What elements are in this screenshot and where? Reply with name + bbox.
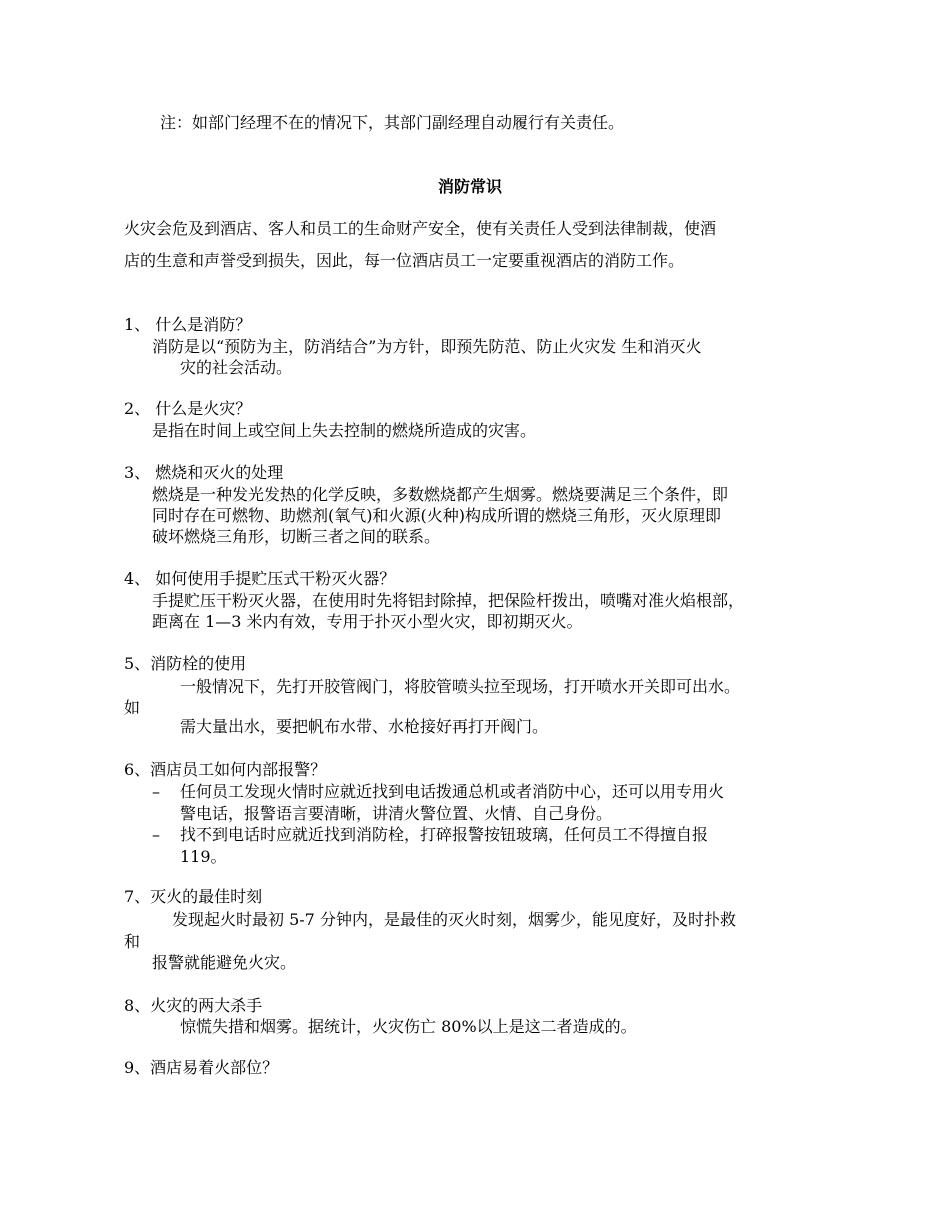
section-8-line-1: 惊慌失措和烟雾。据统计，火灾伤亡 80%以上是这二者造成的。 <box>180 1017 637 1036</box>
section-1-heading: 1、 什么是消防？ <box>124 315 252 334</box>
section-5-line-2: 如 <box>124 698 141 717</box>
section-4-line-1: 手提贮压干粉灭火器，在使用时先将铝封除掉，把保险杆拨出，喷嘴对准火焰根部， <box>152 591 745 610</box>
section-6-line-1: 任何员工发现火情时应就近找到电话拨通总机或者消防中心，还可以用专用火 <box>180 782 725 801</box>
note-line: 注：如部门经理不在的情况下，其部门副经理自动履行有关责任。 <box>160 113 625 132</box>
section-3-line-3: 破坏燃烧三角形，切断三者之间的联系。 <box>152 527 441 546</box>
section-1-line-2: 灾的社会活动。 <box>180 358 293 377</box>
section-5-line-1: 一般情况下，先打开胶管阀门，将胶管喷头拉至现场，打开喷水开关即可出水。 <box>180 677 741 696</box>
intro-line-2: 店的生意和声誉受到损失，因此，每一位酒店员工一定要重视酒店的消防工作。 <box>124 251 685 270</box>
bullet-dash-2: – <box>152 825 160 844</box>
bullet-dash-1: – <box>152 782 160 801</box>
section-6-line-4: 119。 <box>180 847 227 866</box>
page-title: 消防常识 <box>438 177 503 196</box>
section-9-heading: 9、酒店易着火部位？ <box>124 1058 279 1077</box>
section-3-line-1: 燃烧是一种发光发热的化学反映，多数燃烧都产生烟雾。燃烧要满足三个条件，即 <box>152 485 729 504</box>
section-7-line-2: 和 <box>124 932 141 951</box>
intro-line-1: 火灾会危及到酒店、客人和员工的生命财产安全，使有关责任人受到法律制裁，使酒 <box>124 219 717 238</box>
section-4-heading: 4、 如何使用手提贮压式干粉灭火器？ <box>124 569 396 588</box>
section-3-heading: 3、 燃烧和灭火的处理 <box>124 463 284 482</box>
section-4-line-2: 距离在 1—3 米内有效，专用于扑灭小型火灾，即初期灭火。 <box>152 612 583 631</box>
section-7-line-1: 发现起火时最初 5-7 分钟内，是最佳的灭火时刻，烟雾少，能见度好，及时扑救 <box>172 910 736 929</box>
section-6-line-3: 找不到电话时应就近找到消防栓，打碎报警按钮玻璃，任何员工不得擅自报 <box>180 825 709 844</box>
section-7-heading: 7、灭火的最佳时刻 <box>124 887 263 906</box>
section-5-line-3: 需大量出水，要把帆布水带、水枪接好再打开阀门。 <box>180 717 549 736</box>
section-7-line-3: 报警就能避免火灾。 <box>152 953 297 972</box>
section-6-line-2: 警电话，报警语言要清晰，讲清火警位置、火情、自己身份。 <box>180 804 613 823</box>
section-3-line-2: 同时存在可燃物、助燃剂(氧气)和火源(火种)构成所谓的燃烧三角形，灭火原理即 <box>152 506 721 525</box>
section-8-heading: 8、火灾的两大杀手 <box>124 996 263 1015</box>
section-2-heading: 2、 什么是火灾？ <box>124 399 252 418</box>
section-1-line-1: 消防是以“预防为主，防消结合”为方针，即预先防范、防止火灾发 生和消灭火 <box>152 337 702 356</box>
section-5-heading: 5、消防栓的使用 <box>124 654 247 673</box>
section-2-line-1: 是指在时间上或空间上失去控制的燃烧所造成的灾害。 <box>152 421 537 440</box>
section-6-heading: 6、酒店员工如何内部报警？ <box>124 760 327 779</box>
